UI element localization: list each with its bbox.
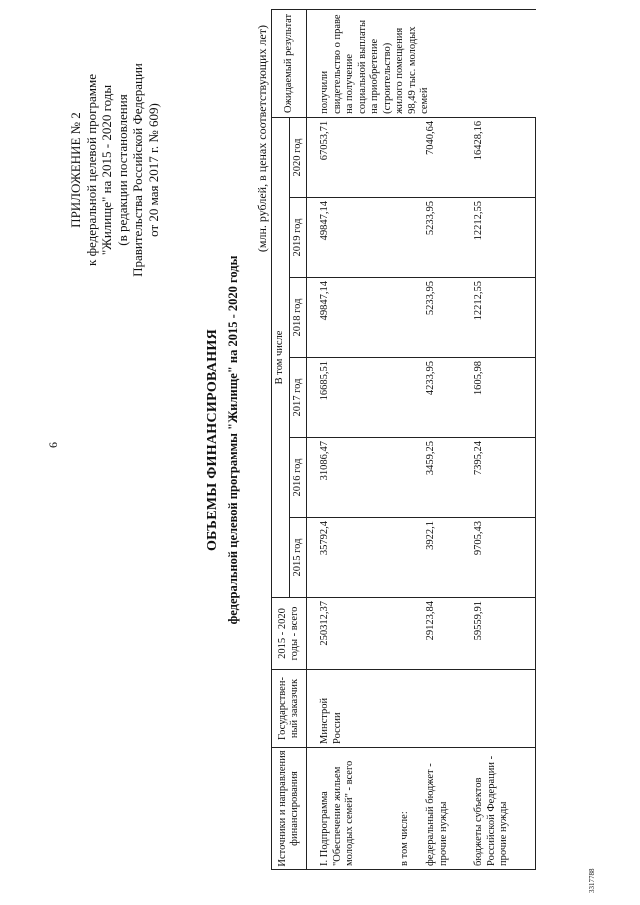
- cell-year: [397, 518, 423, 598]
- document-title: ОБЪЕМЫ ФИНАНСИРОВАНИЯ: [205, 328, 220, 552]
- cell-customer: [423, 670, 471, 748]
- units-note: (млн. рублей, в ценах соответствующих лет): [255, 25, 269, 253]
- cell-customer: [471, 670, 536, 748]
- document-subtitle: федеральной целевой программы "Жилище" на 2015 - 2020 годы: [226, 255, 240, 625]
- cell-year: 31086,47: [307, 438, 398, 518]
- appendix-line: ПРИЛОЖЕНИЕ № 2: [68, 112, 83, 228]
- header-year: 2015 год: [289, 518, 307, 598]
- table-row: [307, 9, 398, 869]
- appendix-line: "Жилище" на 2015 - 2020 годы: [99, 84, 114, 256]
- cell-year: 67053,71: [307, 117, 398, 197]
- header-result: Ожидаемый результат: [272, 9, 307, 117]
- cell-year: 49847,14: [307, 198, 398, 278]
- header-year: 2019 год: [289, 198, 307, 278]
- cell-customer: Минстрой России: [307, 670, 398, 748]
- header-year: 2018 год: [289, 278, 307, 358]
- header-total: 2015 - 2020 годы - всего: [272, 598, 307, 670]
- appendix-line: к федеральной целевой программе: [83, 74, 99, 266]
- cell-year: [397, 198, 423, 278]
- cell-year: 16428,16: [471, 117, 536, 197]
- cell-year: 5233,95: [423, 198, 471, 278]
- cell-year: 3922,1: [423, 518, 471, 598]
- cell-year: 4233,95: [423, 358, 471, 438]
- header-customer: Государствен-ный заказчик: [272, 670, 307, 748]
- financing-table: [271, 9, 536, 870]
- appendix-line: Правительства Российской Федерации: [130, 63, 145, 277]
- cell-source: бюджеты субъектов Российской Федерации - прочие нужды: [471, 748, 536, 870]
- header-source: Источники и направления финансирования: [272, 748, 307, 870]
- table-row: [423, 9, 471, 869]
- header-including: В том числе: [272, 117, 290, 597]
- cell-year: 35792,4: [307, 518, 398, 598]
- header-year: 2020 год: [289, 117, 307, 197]
- cell-year: [397, 117, 423, 197]
- cell-total: 59559,91: [471, 598, 536, 670]
- table-row: [471, 9, 536, 869]
- appendix-header: [68, 20, 161, 320]
- document-id: 3317788: [588, 868, 596, 893]
- cell-year: 49847,14: [307, 278, 398, 358]
- cell-year: 7395,24: [471, 438, 536, 518]
- cell-year: 12212,55: [471, 198, 536, 278]
- cell-year: 9705,43: [471, 518, 536, 598]
- table-row: [397, 9, 423, 869]
- cell-source: I. Подпрограмма "Обеспечение жильем молодых семей" - всего: [307, 748, 398, 870]
- header-year: 2017 год: [289, 358, 307, 438]
- header-row: [272, 9, 290, 869]
- appendix-line: от 20 мая 2017 г. № 609): [145, 103, 161, 237]
- cell-year: [397, 278, 423, 358]
- cell-year: 3459,25: [423, 438, 471, 518]
- cell-source: федеральный бюджет - прочие нужды: [423, 748, 471, 870]
- appendix-line: (в редакции постановления: [114, 94, 130, 246]
- cell-total: 29123,84: [423, 598, 471, 670]
- cell-year: 12212,55: [471, 278, 536, 358]
- cell-source: в том числе:: [397, 748, 423, 870]
- cell-year: 1605,98: [471, 358, 536, 438]
- cell-year: 7040,64: [423, 117, 471, 197]
- cell-total: 250312,37: [307, 598, 398, 670]
- cell-total: [397, 598, 423, 670]
- cell-result: получили свидетельство о праве на получение социальной выплаты на приобретение (строительство) жилого помещения 98,49 тыс. молодых семей: [307, 9, 536, 117]
- header-year: 2016 год: [289, 438, 307, 518]
- cell-year: [397, 438, 423, 518]
- cell-year: 5233,95: [423, 278, 471, 358]
- cell-customer: [397, 670, 423, 748]
- page-number: 6: [46, 442, 60, 448]
- cell-year: [397, 358, 423, 438]
- cell-year: 16685,51: [307, 358, 398, 438]
